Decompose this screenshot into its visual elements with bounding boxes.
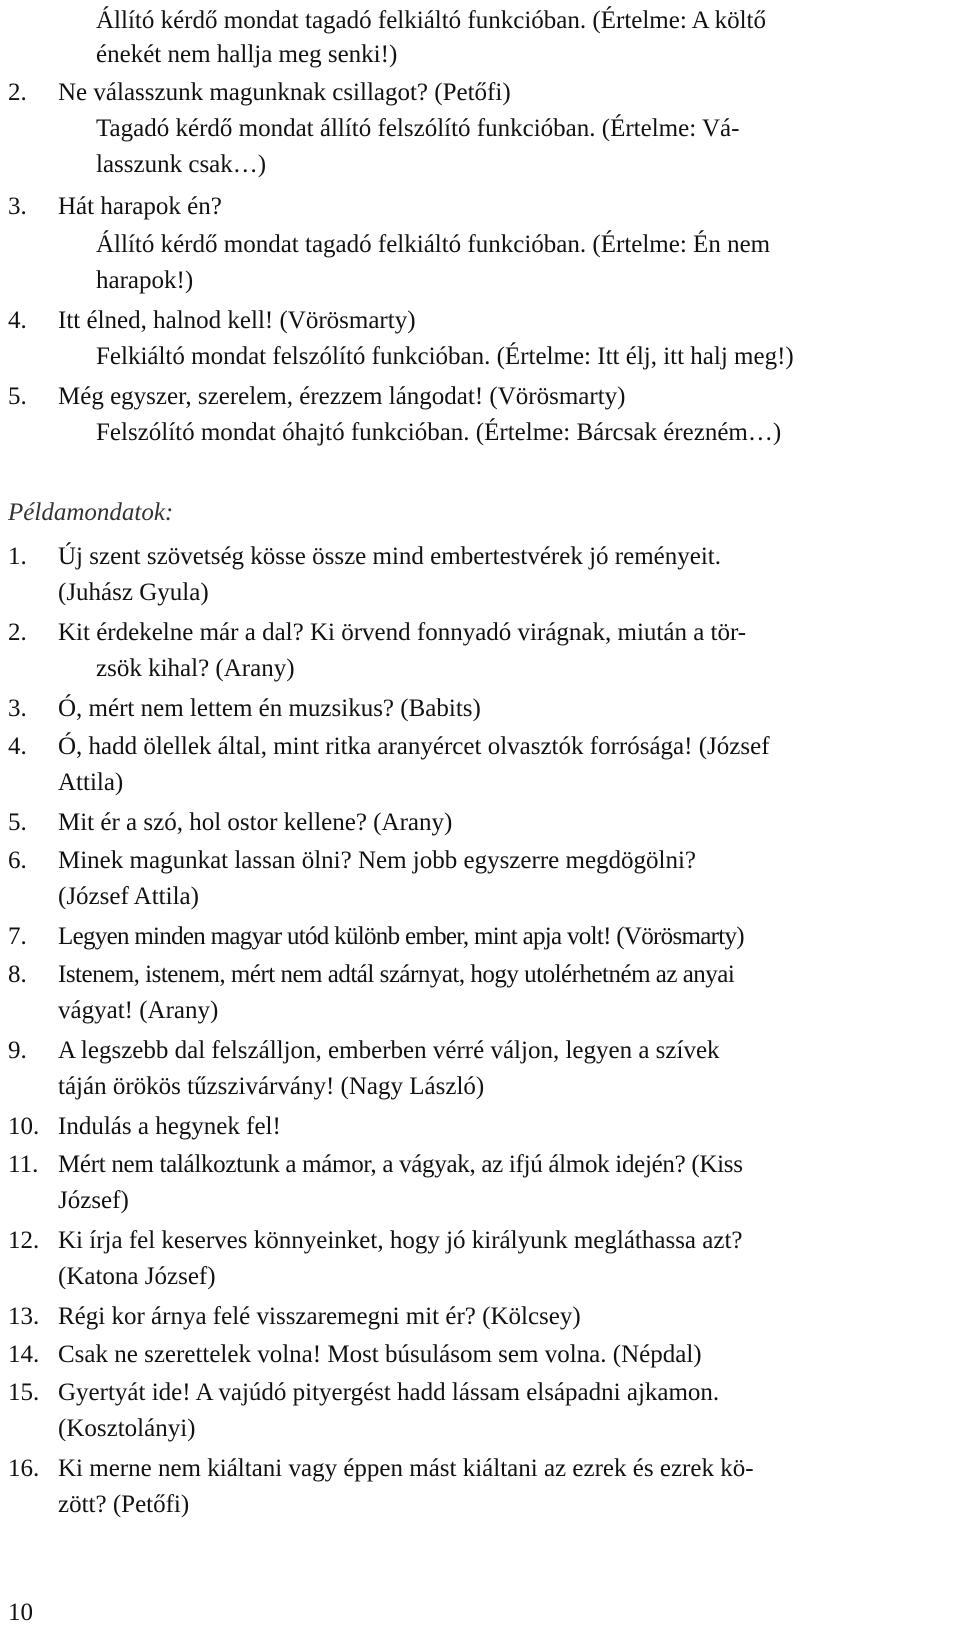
text-line: lasszunk csak…) — [96, 151, 267, 178]
text-line: Csak ne szerettelek volna! Most búsulásom sem volna. (Népdal) — [58, 1341, 702, 1368]
text-line: Legyen minden magyar utód különb ember, mint apja volt! (Vörösmarty) — [58, 923, 744, 950]
text-line: Mit ér a szó, hol ostor kellene? (Arany) — [58, 809, 453, 836]
text-line: Ki merne nem kiáltani vagy éppen mást kiáltani az ezrek és ezrek kö- — [58, 1455, 754, 1482]
item-number: 4. — [8, 733, 27, 760]
text-line: énekét nem hallja meg senki!) — [96, 41, 398, 68]
item-number: 6. — [8, 847, 27, 874]
section-heading: Példamondatok: — [8, 499, 174, 526]
text-line: Istenem, istenem, mért nem adtál szárnyat, hogy utolérhetném az anyai — [58, 961, 735, 988]
item-number: 10. — [8, 1113, 40, 1140]
text-line: Ó, mért nem lettem én muzsikus? (Babits) — [58, 695, 481, 722]
item-number: 5. — [8, 383, 27, 410]
item-number: 2. — [8, 619, 27, 646]
text-line: Tagadó kérdő mondat állító felszólító funkcióban. (Értelme: Vá- — [96, 115, 740, 142]
item-number: 2. — [8, 79, 27, 106]
text-line: (Katona József) — [58, 1263, 216, 1290]
item-number: 15. — [8, 1379, 40, 1406]
text-line: Minek magunkat lassan ölni? Nem jobb egyszerre megdögölni? — [58, 847, 697, 874]
item-number: 7. — [8, 923, 27, 950]
text-line: A legszebb dal felszálljon, emberben vérré váljon, legyen a szívek — [58, 1037, 720, 1064]
text-line: Indulás a hegynek fel! — [58, 1113, 281, 1140]
page-number: 10 — [8, 1599, 33, 1626]
text-line: harapok!) — [96, 267, 194, 294]
item-number: 14. — [8, 1341, 40, 1368]
item-number: 16. — [8, 1455, 40, 1482]
item-number: 9. — [8, 1037, 27, 1064]
text-line: Kit érdekelne már a dal? Ki örvend fonnyadó virágnak, miután a tör- — [58, 619, 747, 646]
text-line: Itt élned, halnod kell! (Vörösmarty) — [58, 307, 416, 334]
item-number: 3. — [8, 695, 27, 722]
text-line: Még egyszer, szerelem, érezzem lángodat! (Vörösmarty) — [58, 383, 626, 410]
text-line: József) — [58, 1187, 129, 1214]
text-line: Gyertyát ide! A vajúdó pityergést hadd lássam elsápadni ajkamon. — [58, 1379, 720, 1406]
text-line: (Juhász Gyula) — [58, 579, 209, 606]
text-line: Felkiáltó mondat felszólító funkcióban. (Értelme: Itt élj, itt halj meg!) — [96, 343, 794, 370]
text-line: Hát harapok én? — [58, 193, 222, 220]
text-line: Ki írja fel keserves könnyeinket, hogy jó királyunk megláthassa azt? — [58, 1227, 743, 1254]
text-line: Állító kérdő mondat tagadó felkiáltó funkcióban. (Értelme: A költő — [96, 7, 766, 34]
text-line: zött? (Petőfi) — [58, 1491, 190, 1518]
text-line: Régi kor árnya felé visszaremegni mit ér? (Kölcsey) — [58, 1303, 581, 1330]
item-number: 3. — [8, 193, 27, 220]
text-line: (József Attila) — [58, 883, 199, 910]
text-line: Mért nem találkoztunk a mámor, a vágyak, az ifjú álmok idején? (Kiss — [58, 1151, 743, 1178]
item-number: 1. — [8, 543, 27, 570]
text-line: Attila) — [58, 769, 124, 796]
item-number: 13. — [8, 1303, 40, 1330]
text-line: Ne válasszunk magunknak csillagot? (Petőfi) — [58, 79, 511, 106]
text-line: (Kosztolányi) — [58, 1415, 196, 1442]
item-number: 12. — [8, 1227, 40, 1254]
item-number: 4. — [8, 307, 27, 334]
text-line: vágyat! (Arany) — [58, 997, 219, 1024]
text-line: táján örökös tűzszivárvány! (Nagy László) — [58, 1073, 485, 1100]
text-line: Felszólító mondat óhajtó funkcióban. (Értelme: Bárcsak érezném…) — [96, 419, 782, 446]
text-line: Ó, hadd ölellek által, mint ritka aranyércet olvasztók forrósága! (József — [58, 733, 770, 760]
item-number: 11. — [8, 1151, 39, 1178]
text-line: Új szent szövetség kösse össze mind embertestvérek jó reményeit. — [58, 543, 722, 570]
item-number: 5. — [8, 809, 27, 836]
text-line: zsök kihal? (Arany) — [96, 655, 295, 682]
text-line: Állító kérdő mondat tagadó felkiáltó funkcióban. (Értelme: Én nem — [96, 231, 771, 258]
item-number: 8. — [8, 961, 27, 988]
